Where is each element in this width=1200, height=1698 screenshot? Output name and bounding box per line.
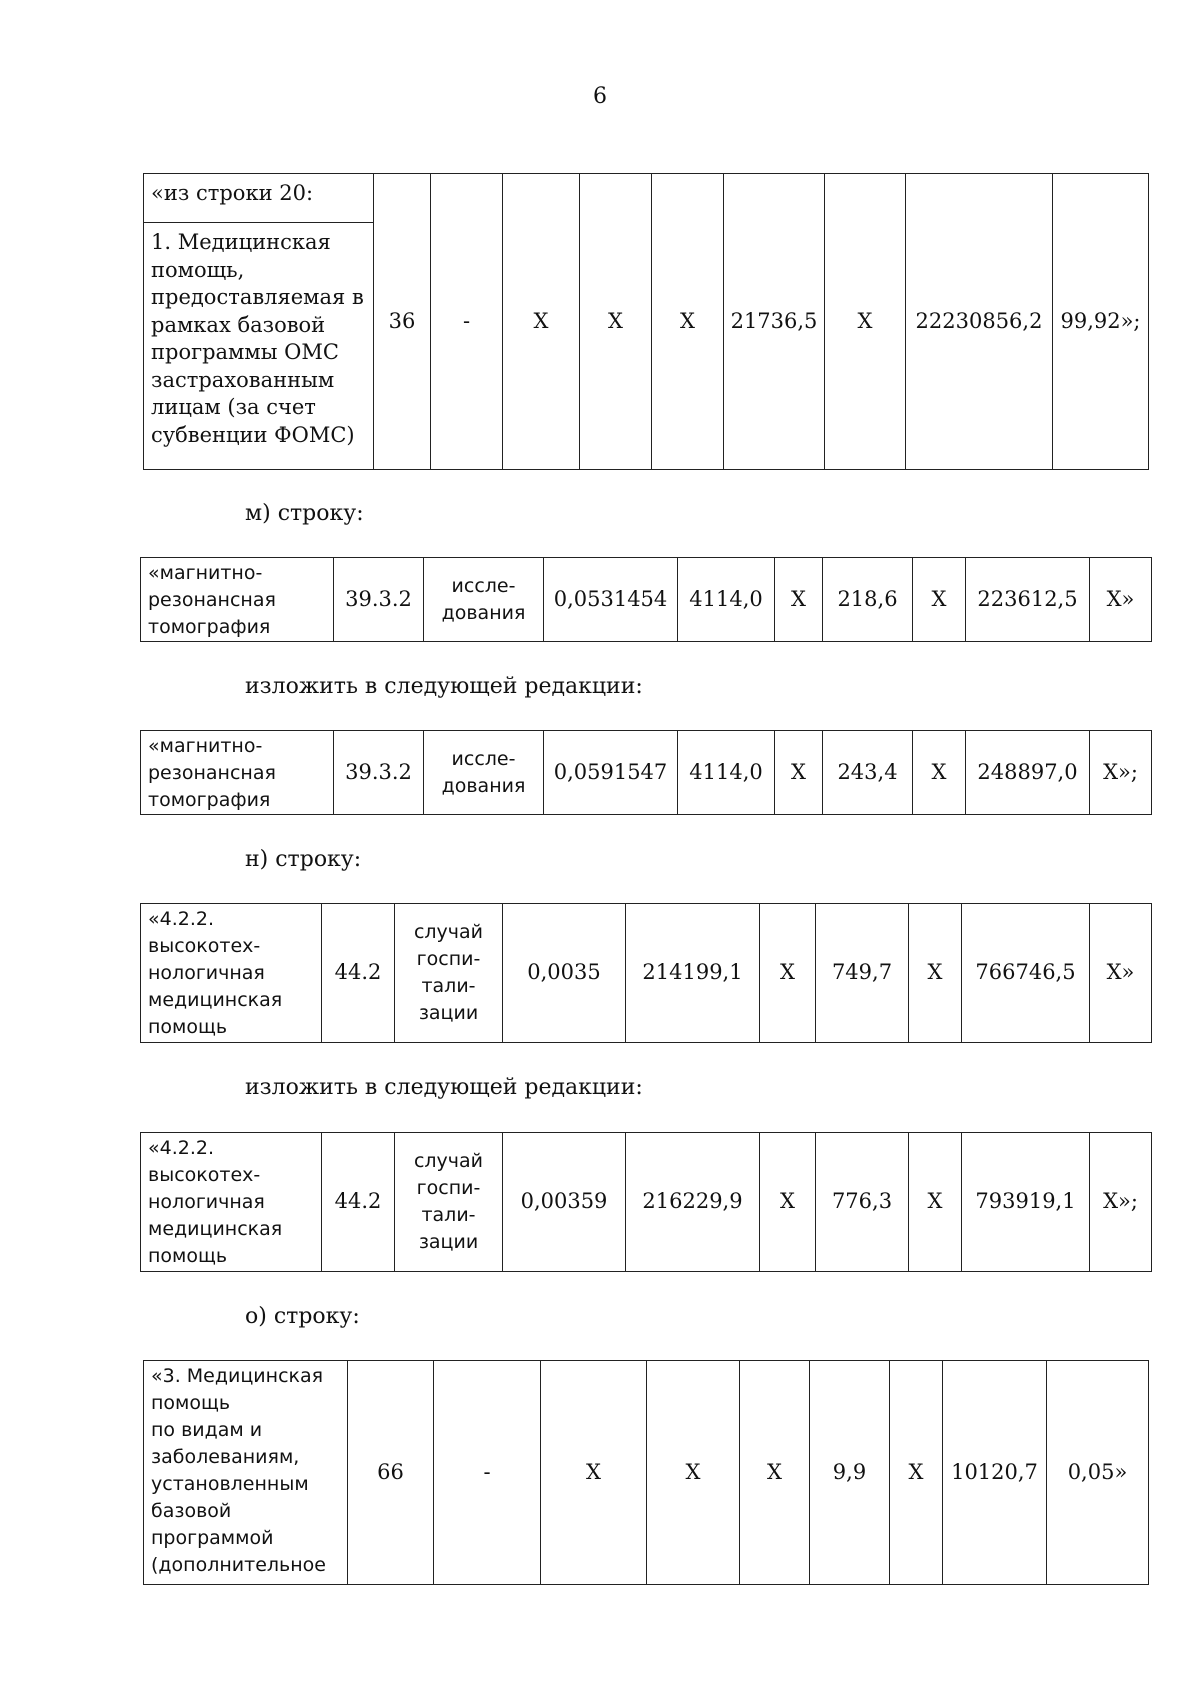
table-cell: X (541, 1361, 647, 1585)
table-cell: 44.2 (322, 1133, 395, 1272)
table-cell: 749,7 (816, 904, 909, 1043)
table-cell: X»; (1090, 1133, 1152, 1272)
table-mri-new (140, 730, 1152, 815)
table-row-name: 1. Медицинская помощь, предоставляемая в рамках базовой программы ОМС застрахованным лицам (за счет субвенции ФОМС) (144, 223, 374, 470)
table-row-name: «3. Медицинская помощь по видам и заболеваниям, установленным базовой программой (дополнительное (144, 1361, 348, 1585)
table-cell: 99,92»; (1053, 174, 1149, 470)
table-cell: X (775, 731, 823, 815)
table-cell: 0,0591547 (544, 731, 678, 815)
table-cell: X (503, 174, 580, 470)
table-cell: 21736,5 (724, 174, 825, 470)
page-number: 6 (593, 84, 607, 109)
table-cell: X (825, 174, 906, 470)
table-row-name: «4.2.2. высокотех- нологичная медицинская помощь (141, 904, 322, 1043)
table-cell: 776,3 (816, 1133, 909, 1272)
table-cell: 9,9 (810, 1361, 890, 1585)
table-cell: 36 (374, 174, 431, 470)
table-cell: 214199,1 (626, 904, 760, 1043)
table-row-20-excerpt (143, 173, 1149, 470)
table-row-name: «магнитно- резонансная томография (141, 558, 334, 642)
instruction-o: о) строку: (245, 1304, 360, 1329)
instruction-m: м) строку: (245, 501, 364, 526)
table-cell: 248897,0 (966, 731, 1090, 815)
table-hitech-new (140, 1132, 1152, 1272)
table-cell: X (775, 558, 823, 642)
table-cell: 0,05» (1047, 1361, 1149, 1585)
table-cell: 39.3.2 (334, 731, 424, 815)
table-cell: 223612,5 (966, 558, 1090, 642)
table-cell: X»; (1090, 731, 1152, 815)
table-cell: X (913, 558, 966, 642)
table-cell: 243,4 (823, 731, 913, 815)
table-cell: X (760, 1133, 816, 1272)
table-cell: 766746,5 (962, 904, 1090, 1043)
table-cell: X (580, 174, 652, 470)
table-cell: 4114,0 (678, 731, 775, 815)
table-cell: X (913, 731, 966, 815)
instruction-n: н) строку: (245, 847, 362, 872)
table-cell: X (909, 1133, 962, 1272)
instruction-edit-2: изложить в следующей редакции: (245, 1075, 643, 1100)
table-cell: 39.3.2 (334, 558, 424, 642)
table-cell: 218,6 (823, 558, 913, 642)
table-hitech-old (140, 903, 1152, 1043)
table-cell: иссле- дования (424, 731, 544, 815)
table-cell: случай госпи- тали- зации (395, 1133, 503, 1272)
table-cell: X (760, 904, 816, 1043)
table-header-cell: «из строки 20: (144, 174, 374, 223)
table-cell: X» (1090, 558, 1152, 642)
table-cell: 0,00359 (503, 1133, 626, 1272)
table-cell: 10120,7 (943, 1361, 1047, 1585)
table-cell: 44.2 (322, 904, 395, 1043)
table-row-name: «магнитно- резонансная томография (141, 731, 334, 815)
table-cell: 0,0035 (503, 904, 626, 1043)
table-cell: 4114,0 (678, 558, 775, 642)
table-cell: 216229,9 (626, 1133, 760, 1272)
table-cell: X (890, 1361, 943, 1585)
table-cell: 66 (348, 1361, 434, 1585)
table-cell: - (431, 174, 503, 470)
table-cell: 0,0531454 (544, 558, 678, 642)
instruction-edit-1: изложить в следующей редакции: (245, 674, 643, 699)
table-cell: X (652, 174, 724, 470)
table-cell: X (909, 904, 962, 1043)
table-cell: X (740, 1361, 810, 1585)
table-cell: 22230856,2 (906, 174, 1053, 470)
table-cell: - (434, 1361, 541, 1585)
table-cell: 793919,1 (962, 1133, 1090, 1272)
table-cell: X (647, 1361, 740, 1585)
table-cell: случай госпи- тали- зации (395, 904, 503, 1043)
table-cell: X» (1090, 904, 1152, 1043)
table-mri-old (140, 557, 1152, 642)
table-row-name: «4.2.2. высокотех- нологичная медицинская помощь (141, 1133, 322, 1272)
table-cell: иссле- дования (424, 558, 544, 642)
table-additional-care (143, 1360, 1149, 1585)
